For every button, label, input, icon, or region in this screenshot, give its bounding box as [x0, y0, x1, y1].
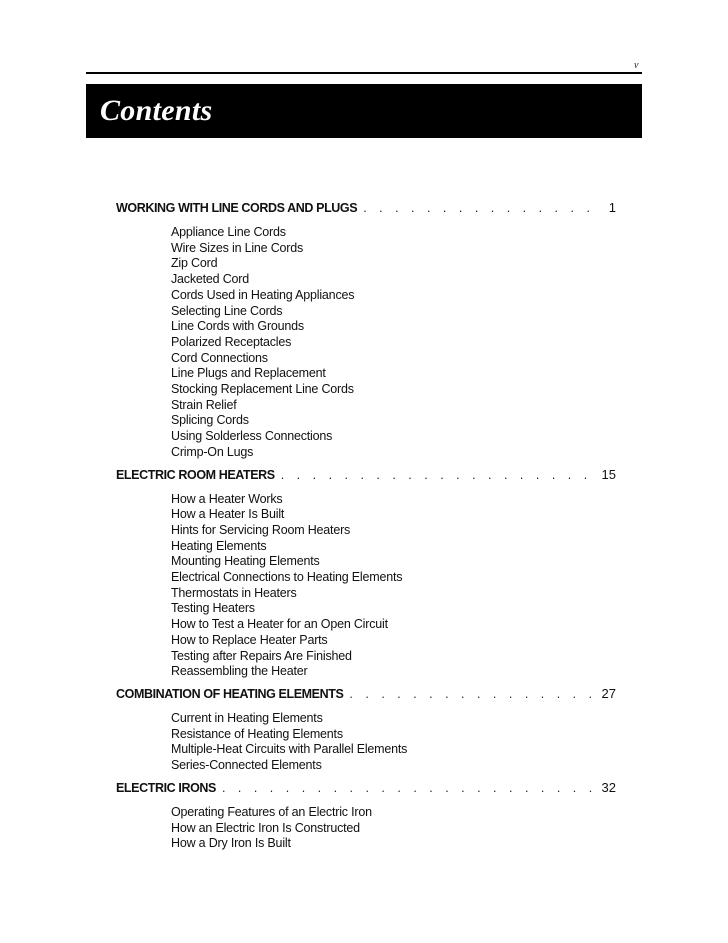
- subtopic-item: Splicing Cords: [171, 413, 249, 428]
- subtopic-item: How a Heater Is Built: [171, 507, 285, 522]
- subtopic-item: Wire Sizes in Line Cords: [171, 240, 304, 255]
- subtopic-item: Strain Relief: [171, 397, 237, 412]
- subtopic-item: Electrical Connections to Heating Elements: [171, 570, 403, 585]
- dot-leader: [349, 687, 592, 701]
- subtopic-item: Cord Connections: [171, 350, 268, 365]
- subtopic-item: Selecting Line Cords: [171, 303, 283, 318]
- subtopic-item: Stocking Replacement Line Cords: [171, 382, 354, 397]
- subtopic-item: Multiple-Heat Circuits with Parallel Elements: [171, 742, 408, 757]
- subtopic-item: Testing Heaters: [171, 601, 255, 616]
- section-title: ELECTRIC ROOM HEATERS: [116, 467, 275, 482]
- section-title: WORKING WITH LINE CORDS AND PLUGS: [116, 201, 358, 215]
- subtopic-item: How to Test a Heater for an Open Circuit: [171, 617, 388, 632]
- subtopic-list: [171, 805, 616, 852]
- contents-banner: [86, 84, 642, 138]
- subtopic-item: Resistance of Heating Elements: [171, 726, 343, 741]
- subtopic-item: Series-Connected Elements: [171, 758, 322, 773]
- toc-section-heading: [116, 780, 616, 800]
- toc-section: [116, 686, 616, 774]
- page-number: v: [634, 60, 639, 71]
- dot-leader: [222, 781, 592, 795]
- subtopic-item: Zip Cord: [171, 256, 218, 271]
- subtopic-item: Testing after Repairs Are Finished: [171, 648, 352, 663]
- toc-section-heading: [116, 467, 616, 487]
- subtopic-item: How a Dry Iron Is Built: [171, 836, 291, 851]
- subtopic-item: Line Plugs and Replacement: [171, 366, 326, 381]
- subtopic-item: Line Cords with Grounds: [171, 319, 304, 334]
- table-of-contents: [116, 200, 616, 858]
- section-page-number: 32: [601, 779, 616, 795]
- subtopic-item: Operating Features of an Electric Iron: [171, 804, 372, 819]
- section-page-number: 27: [601, 685, 616, 701]
- header-rule: [86, 72, 642, 74]
- subtopic-item: How to Replace Heater Parts: [171, 632, 328, 647]
- section-page-number: 15: [601, 466, 616, 482]
- subtopic-list: [171, 711, 616, 774]
- subtopic-item: Cords Used in Heating Appliances: [171, 287, 355, 302]
- dot-leader: [363, 201, 592, 215]
- subtopic-item: Current in Heating Elements: [171, 710, 323, 725]
- subtopic-item: Polarized Receptacles: [171, 334, 292, 349]
- subtopic-item: Appliance Line Cords: [171, 225, 286, 239]
- subtopic-item: Jacketed Cord: [171, 272, 249, 287]
- subtopic-list: [171, 225, 616, 461]
- subtopic-item: Using Solderless Connections: [171, 429, 333, 444]
- subtopic-item: Crimp-On Lugs: [171, 444, 254, 459]
- subtopic-item: How an Electric Iron Is Constructed: [171, 820, 360, 835]
- toc-section: [116, 780, 616, 852]
- dot-leader: [281, 468, 592, 482]
- subtopic-item: Heating Elements: [171, 538, 267, 553]
- banner-title: Contents: [100, 94, 213, 127]
- subtopic-item: Mounting Heating Elements: [171, 554, 320, 569]
- section-title: ELECTRIC IRONS: [116, 780, 216, 795]
- section-page-number: 1: [608, 200, 616, 215]
- subtopic-list: [171, 492, 616, 680]
- subtopic-item: Thermostats in Heaters: [171, 585, 297, 600]
- section-title: COMBINATION OF HEATING ELEMENTS: [116, 686, 344, 701]
- toc-section: [116, 467, 616, 680]
- toc-section-heading: [116, 686, 616, 706]
- subtopic-item: Reassembling the Heater: [171, 664, 308, 679]
- subtopic-item: Hints for Servicing Room Heaters: [171, 522, 351, 537]
- toc-section-heading: [116, 200, 616, 220]
- toc-section: [116, 200, 616, 461]
- subtopic-item: How a Heater Works: [171, 491, 283, 506]
